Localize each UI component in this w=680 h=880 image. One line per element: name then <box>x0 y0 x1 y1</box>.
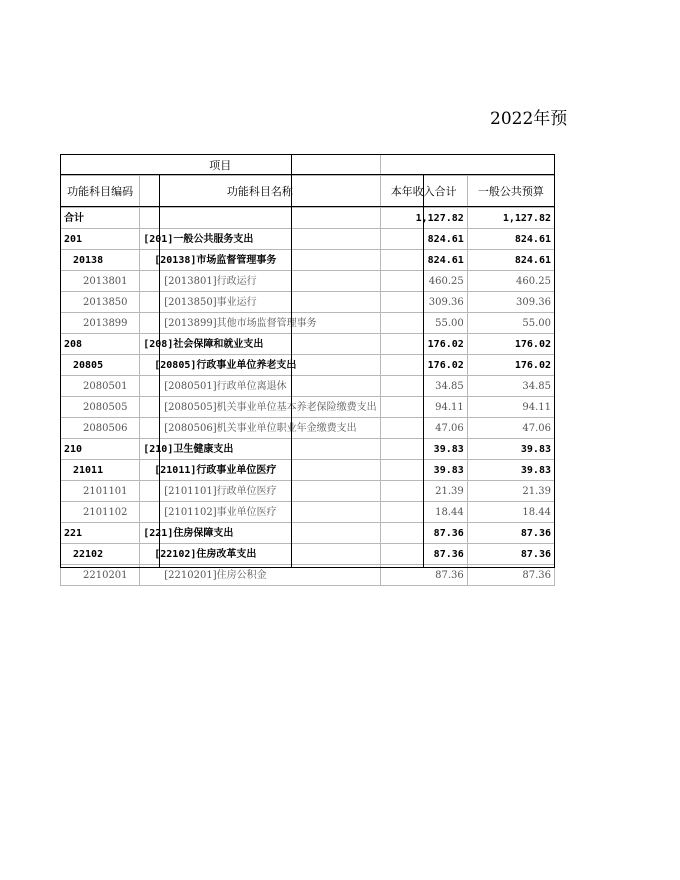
cell-total: 309.36 <box>380 292 467 313</box>
header-group-empty <box>380 155 554 176</box>
cell-code: 221 <box>61 523 140 544</box>
cell-total: 47.06 <box>380 418 467 439</box>
budget-table-container <box>60 154 555 581</box>
cell-name: [208]社会保障和就业支出 <box>140 334 380 355</box>
cell-code: 210 <box>61 439 140 460</box>
table-row <box>61 355 555 376</box>
cell-general: 55.00 <box>467 313 554 334</box>
table-row <box>61 376 555 397</box>
page-title: 2022年预 <box>490 109 568 129</box>
cell-total: 87.36 <box>380 523 467 544</box>
cell-name: [2080501]行政单位离退休 <box>140 376 380 397</box>
cell-name: [2080505]机关事业单位基本养老保险缴费支出 <box>140 397 380 418</box>
cell-code: 2013801 <box>61 271 140 292</box>
cell-name: [2101102]事业单位医疗 <box>140 502 380 523</box>
cell-code: 20805 <box>61 355 140 376</box>
cell-general: 309.36 <box>467 292 554 313</box>
cell-code: 2101101 <box>61 481 140 502</box>
cell-name: [210]卫生健康支出 <box>140 439 380 460</box>
header-col-name: 功能科目名称 <box>140 176 380 208</box>
table-row <box>61 313 555 334</box>
cell-name: [21011]行政事业单位医疗 <box>140 460 380 481</box>
cell-name: [2210201]住房公积金 <box>140 565 380 586</box>
header-col-total: 本年收入合计 <box>380 176 467 208</box>
cell-name <box>140 208 380 229</box>
cell-name: [2080506]机关事业单位职业年金缴费支出 <box>140 418 380 439</box>
cell-name: [221]住房保障支出 <box>140 523 380 544</box>
cell-general: 1,127.82 <box>467 208 554 229</box>
cell-total: 21.39 <box>380 481 467 502</box>
cell-general: 824.61 <box>467 250 554 271</box>
table-row <box>61 208 555 229</box>
table-row <box>61 544 555 565</box>
cell-code: 2210201 <box>61 565 140 586</box>
cell-general: 39.83 <box>467 460 554 481</box>
cell-total: 824.61 <box>380 250 467 271</box>
table-row <box>61 439 555 460</box>
header-group-project: 项目 <box>61 155 381 176</box>
cell-code: 合计 <box>61 208 140 229</box>
cell-code: 208 <box>61 334 140 355</box>
table-row <box>61 250 555 271</box>
cell-code: 2080505 <box>61 397 140 418</box>
cell-total: 460.25 <box>380 271 467 292</box>
cell-name: [22102]住房改革支出 <box>140 544 380 565</box>
cell-name: [2013899]其他市场监督管理事务 <box>140 313 380 334</box>
cell-general: 94.11 <box>467 397 554 418</box>
cell-total: 176.02 <box>380 334 467 355</box>
cell-total: 39.83 <box>380 460 467 481</box>
cell-name: [20805]行政事业单位养老支出 <box>140 355 380 376</box>
table-row <box>61 292 555 313</box>
cell-general: 18.44 <box>467 502 554 523</box>
cell-code: 2013850 <box>61 292 140 313</box>
cell-general: 176.02 <box>467 355 554 376</box>
cell-general: 39.83 <box>467 439 554 460</box>
table-row <box>61 229 555 250</box>
cell-total: 34.85 <box>380 376 467 397</box>
cell-code: 22102 <box>61 544 140 565</box>
cell-general: 87.36 <box>467 565 554 586</box>
header-row-group <box>61 155 555 176</box>
cell-general: 21.39 <box>467 481 554 502</box>
table-body <box>61 208 555 586</box>
table-row <box>61 523 555 544</box>
cell-code: 201 <box>61 229 140 250</box>
cell-name: [201]一般公共服务支出 <box>140 229 380 250</box>
table-row <box>61 334 555 355</box>
cell-code: 2080506 <box>61 418 140 439</box>
header-col-code: 功能科目编码 <box>61 176 140 208</box>
cell-general: 87.36 <box>467 544 554 565</box>
cell-general: 176.02 <box>467 334 554 355</box>
table-row <box>61 271 555 292</box>
table-row <box>61 397 555 418</box>
cell-total: 87.36 <box>380 544 467 565</box>
header-row-columns <box>61 176 555 208</box>
cell-total: 39.83 <box>380 439 467 460</box>
cell-general: 460.25 <box>467 271 554 292</box>
header-col-general: 一般公共预算 <box>467 176 554 208</box>
cell-name: [2013801]行政运行 <box>140 271 380 292</box>
cell-code: 2080501 <box>61 376 140 397</box>
cell-general: 34.85 <box>467 376 554 397</box>
table-row <box>61 418 555 439</box>
cell-total: 94.11 <box>380 397 467 418</box>
cell-code: 2101102 <box>61 502 140 523</box>
cell-code: 2013899 <box>61 313 140 334</box>
table-row <box>61 565 555 586</box>
table-row <box>61 481 555 502</box>
table-row <box>61 502 555 523</box>
cell-code: 20138 <box>61 250 140 271</box>
budget-table <box>60 154 555 586</box>
cell-total: 176.02 <box>380 355 467 376</box>
cell-total: 87.36 <box>380 565 467 586</box>
cell-name: [2101101]行政单位医疗 <box>140 481 380 502</box>
cell-name: [2013850]事业运行 <box>140 292 380 313</box>
cell-general: 87.36 <box>467 523 554 544</box>
cell-name: [20138]市场监督管理事务 <box>140 250 380 271</box>
cell-general: 47.06 <box>467 418 554 439</box>
cell-general: 824.61 <box>467 229 554 250</box>
cell-total: 18.44 <box>380 502 467 523</box>
table-row <box>61 460 555 481</box>
cell-total: 824.61 <box>380 229 467 250</box>
cell-total: 55.00 <box>380 313 467 334</box>
cell-code: 21011 <box>61 460 140 481</box>
cell-total: 1,127.82 <box>380 208 467 229</box>
